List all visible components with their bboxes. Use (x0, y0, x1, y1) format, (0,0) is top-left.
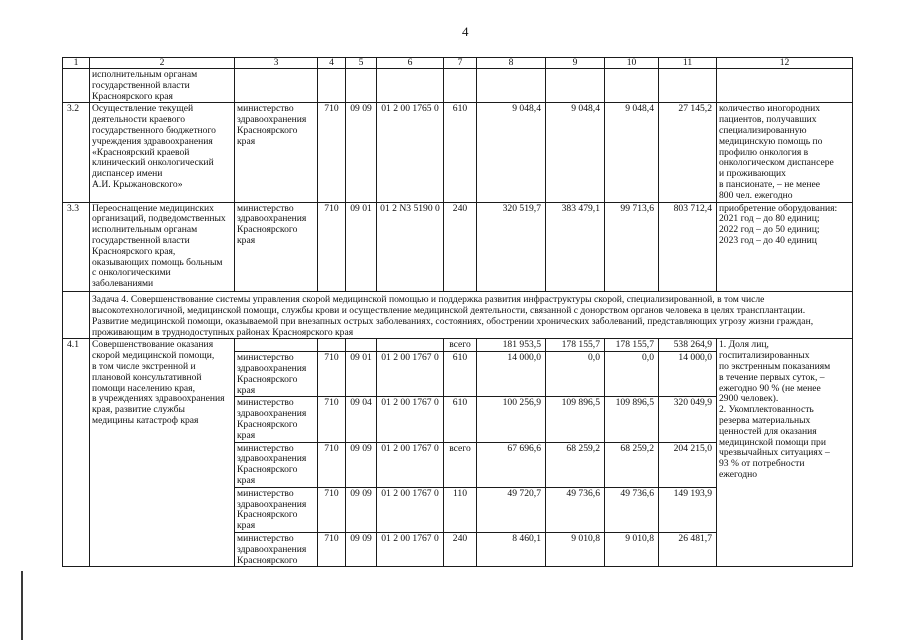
column-number: 2 (90, 58, 235, 69)
amount-cell: 100 256,9 (477, 397, 546, 442)
target-article-code-cell: 01 2 00 1767 0 (377, 397, 444, 442)
section-code-cell: 09 01 (346, 202, 377, 291)
expense-type-code-cell: 240 (444, 532, 477, 566)
target-article-code-cell: 01 2 00 1765 0 (377, 103, 444, 202)
column-number: 6 (377, 58, 444, 69)
expected-result-cell: приобретение оборудования: 2021 год – до 80 единиц; 2022 год – до 50 единиц; 2023 год – до 40 единиц (717, 202, 853, 291)
section-code-cell: 09 01 (346, 352, 377, 397)
expense-type-code-cell: 610 (444, 352, 477, 397)
section-code-cell: 09 09 (346, 487, 377, 532)
empty-cell (605, 69, 659, 103)
amount-cell: 109 896,5 (605, 397, 659, 442)
amount-cell: 181 953,5 (477, 339, 546, 352)
ministry-code-cell: 710 (318, 487, 346, 532)
column-number: 7 (444, 58, 477, 69)
amount-cell: 49 736,6 (605, 487, 659, 532)
expense-type-code-cell: 240 (444, 202, 477, 291)
empty-cell (659, 69, 717, 103)
empty-cell (377, 69, 444, 103)
total-amount-cell: 26 481,7 (659, 532, 717, 566)
column-number: 3 (235, 58, 318, 69)
table-row (63, 202, 853, 291)
expected-result-cell: количество иногородних пациентов, получавших специализированную медицинскую помощь по профилю онкология в онкологическом диспансере и проживающих в пансионате, – не менее 800 чел. ежегодно (717, 103, 853, 202)
empty-cell (717, 69, 853, 103)
empty-cell (318, 339, 346, 352)
amount-cell: 99 713,6 (605, 202, 659, 291)
column-number: 9 (546, 58, 605, 69)
expense-type-code-cell: всего (444, 339, 477, 352)
ministry-code-cell: 710 (318, 352, 346, 397)
measure-name-cell: Осуществление текущей деятельности краевого государственного бюджетного учреждения здравоохранения «Красноярский краевой клинический онкологический диспансер имени А.И. Крыжановского» (90, 103, 235, 202)
section-code-cell: 09 04 (346, 397, 377, 442)
target-article-code-cell: 01 2 00 1767 0 (377, 532, 444, 566)
total-amount-cell: 14 000,0 (659, 352, 717, 397)
amount-cell: 9 048,4 (605, 103, 659, 202)
table-body (63, 69, 853, 567)
empty-cell (235, 69, 318, 103)
amount-cell: 8 460,1 (477, 532, 546, 566)
total-amount-cell: 149 193,9 (659, 487, 717, 532)
column-number: 12 (717, 58, 853, 69)
ministry-code-cell: 710 (318, 532, 346, 566)
column-number: 5 (346, 58, 377, 69)
expense-type-code-cell: 110 (444, 487, 477, 532)
page-number: 4 (462, 24, 469, 39)
amount-cell: 49 720,7 (477, 487, 546, 532)
section-code-cell: 09 09 (346, 442, 377, 487)
target-article-code-cell: 01 2 00 1767 0 (377, 352, 444, 397)
scan-edge-line (21, 571, 23, 640)
executor-cell: министерство здравоохранения Красноярского края (235, 397, 318, 442)
empty-cell (377, 339, 444, 352)
amount-cell: 178 155,7 (546, 339, 605, 352)
column-number: 1 (63, 58, 90, 69)
executor-cell: министерство здравоохранения Красноярского края (235, 202, 318, 291)
ministry-code-cell: 710 (318, 442, 346, 487)
amount-cell: 0,0 (546, 352, 605, 397)
amount-cell: 9 010,8 (605, 532, 659, 566)
expected-result-cell: 1. Доля лиц, госпитализированных по экстренным показаниям в течение первых суток, – ежегодно 90 % (не менее 2900 человек). 2. Укомплектованность резерва материальных ценностей для оказания медицинской помощи при чрезвычайных ситуациях – 93 % от потребности ежегодно (717, 339, 853, 567)
executor-cell: министерство здравоохранения Красноярского края (235, 487, 318, 532)
measure-name-cell: исполнительным органам государственной власти Красноярского края (90, 69, 235, 103)
empty-cell (63, 291, 90, 339)
table-head (63, 58, 853, 69)
empty-cell (235, 339, 318, 352)
amount-cell: 67 696,6 (477, 442, 546, 487)
task-row (63, 291, 853, 339)
amount-cell: 383 479,1 (546, 202, 605, 291)
task-heading-cell: Задача 4. Совершенствование системы управления скорой медицинской помощью и поддержка развития инфраструктуры скорой, специализированной, в том числе высокотехнологичной, медицинской помощи, службы крови и осуществление медицинской деятельности, связанной с донорством органов человека в целях трансплантации. Развитие медицинской помощи, оказываемой при внезапных острых заболеваниях, состояниях, обострении хронических заболеваний, представляющих угрозу жизни граждан, проживающим в труднодоступных районах Красноярского края (90, 291, 853, 339)
executor-cell: министерство здравоохранения Красноярского края (235, 442, 318, 487)
target-article-code-cell: 01 2 N3 5190 0 (377, 202, 444, 291)
amount-cell: 14 000,0 (477, 352, 546, 397)
ministry-code-cell: 710 (318, 202, 346, 291)
amount-cell: 178 155,7 (605, 339, 659, 352)
section-code-cell: 09 09 (346, 103, 377, 202)
amount-cell: 68 259,2 (605, 442, 659, 487)
table-row (63, 103, 853, 202)
total-amount-cell: 803 712,4 (659, 202, 717, 291)
expense-type-code-cell: всего (444, 442, 477, 487)
total-amount-cell: 204 215,0 (659, 442, 717, 487)
total-amount-cell: 27 145,2 (659, 103, 717, 202)
ministry-code-cell: 710 (318, 397, 346, 442)
executor-cell: министерство здравоохранения Красноярского края (235, 103, 318, 202)
measures-table (62, 57, 853, 567)
column-number: 8 (477, 58, 546, 69)
column-number: 11 (659, 58, 717, 69)
empty-cell (444, 69, 477, 103)
column-number: 4 (318, 58, 346, 69)
executor-cell: министерство здравоохранения Красноярского (235, 532, 318, 566)
row-number-cell: 4.1 (63, 339, 90, 567)
total-amount-cell: 320 049,9 (659, 397, 717, 442)
amount-cell: 9 010,8 (546, 532, 605, 566)
ministry-code-cell: 710 (318, 103, 346, 202)
expense-type-code-cell: 610 (444, 397, 477, 442)
amount-cell: 109 896,5 (546, 397, 605, 442)
measure-name-cell: Совершенствование оказания скорой медицинской помощи, в том числе экстренной и плановой консультативной помощи населению края, в учреждениях здравоохранения края, развитие службы медицины катастроф края (90, 339, 235, 567)
executor-cell: министерство здравоохранения Красноярского края (235, 352, 318, 397)
amount-cell: 9 048,4 (477, 103, 546, 202)
table-row (63, 339, 853, 352)
amount-cell: 9 048,4 (546, 103, 605, 202)
expense-type-code-cell: 610 (444, 103, 477, 202)
total-amount-cell: 538 264,9 (659, 339, 717, 352)
empty-cell (63, 69, 90, 103)
empty-cell (546, 69, 605, 103)
row-number-cell: 3.2 (63, 103, 90, 202)
target-article-code-cell: 01 2 00 1767 0 (377, 442, 444, 487)
target-article-code-cell: 01 2 00 1767 0 (377, 487, 444, 532)
table-row (63, 69, 853, 103)
column-number: 10 (605, 58, 659, 69)
empty-cell (477, 69, 546, 103)
measure-name-cell: Переоснащение медицинских организаций, подведомственных исполнительным органам государственной власти Красноярского края, оказывающих помощь больным с онкологическими заболеваниями (90, 202, 235, 291)
amount-cell: 49 736,6 (546, 487, 605, 532)
row-number-cell: 3.3 (63, 202, 90, 291)
empty-cell (318, 69, 346, 103)
amount-cell: 68 259,2 (546, 442, 605, 487)
amount-cell: 320 519,7 (477, 202, 546, 291)
amount-cell: 0,0 (605, 352, 659, 397)
empty-cell (346, 69, 377, 103)
empty-cell (346, 339, 377, 352)
section-code-cell: 09 09 (346, 532, 377, 566)
column-number-row (63, 58, 853, 69)
